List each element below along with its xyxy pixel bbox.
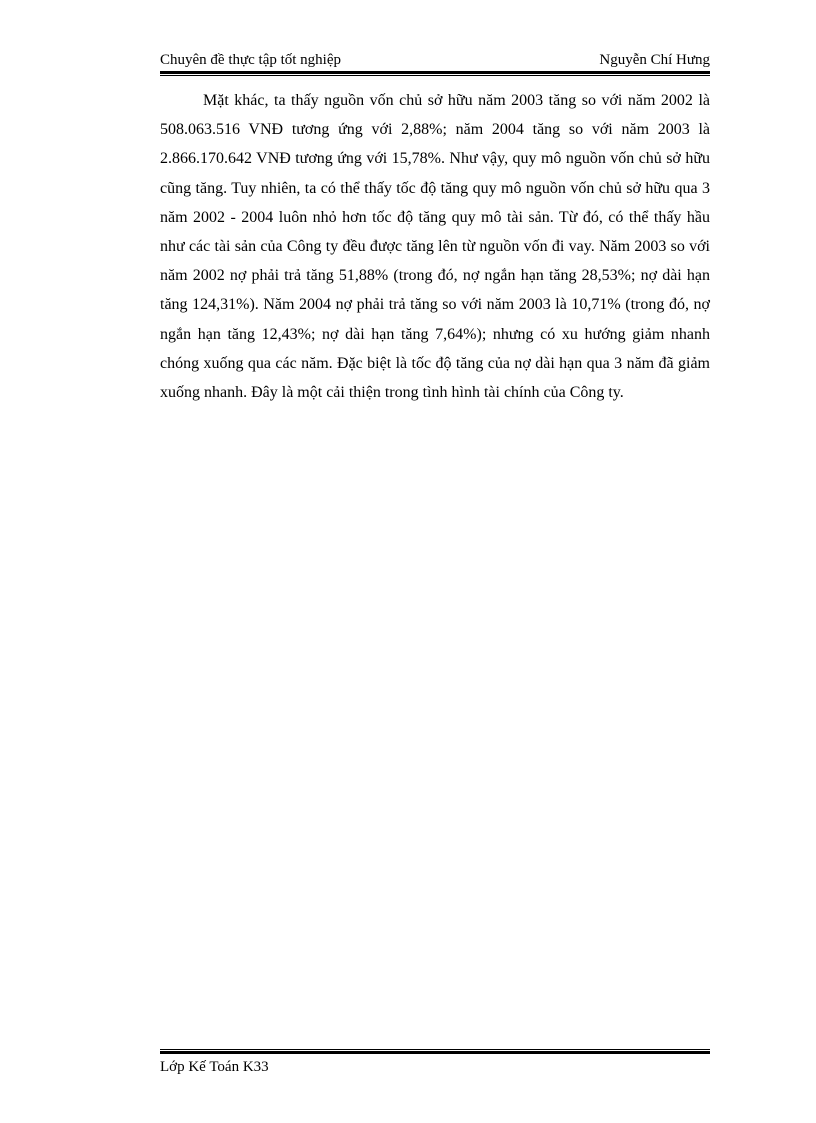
footer-rule-thick [160,1051,710,1054]
author-name: Nguyễn Chí Hưng [599,52,710,68]
header-rule-thin [160,75,710,76]
body-paragraph: Mặt khác, ta thấy nguồn vốn chủ sở hữu năm 2003 tăng so với năm 2002 là 508.063.516 VNĐ tương ứng với 2,88%; năm 2004 tăng so với năm 2003 là 2.866.170.642 VNĐ tương ứng với 15,78%. Như vậy, quy mô nguồn vốn chủ sở hữu cũng tăng. Tuy nhiên, ta có thể thấy tốc độ tăng quy mô nguồn vốn chủ sở hữu qua 3 năm 2002 - 2004 luôn nhỏ hơn tốc độ tăng quy mô tài sản. Từ đó, có thể thấy hầu như các tài sản của Công ty đều được tăng lên từ nguồn vốn đi vay. Năm 2003 so với năm 2002 nợ phải trả tăng 51,88% (trong đó, nợ ngắn hạn tăng 28,53%; nợ dài hạn tăng 124,31%). Năm 2004 nợ phải trả tăng so với năm 2003 là 10,71% (trong đó, nợ ngắn hạn tăng 12,43%; nợ dài hạn tăng 7,64%); nhưng có xu hướng giảm nhanh chóng xuống qua các năm. Đặc biệt là tốc độ tăng của nợ dài hạn qua 3 năm đã giảm xuống nhanh. Đây là một cải thiện trong tình hình tài chính của Công ty. [160,92,710,402]
document-title: Chuyên đề thực tập tốt nghiệp [160,52,342,68]
page-header [160,50,710,70]
page-footer: Lớp Kế Toán K33 [160,1059,269,1075]
footer-rule-thin [160,1049,710,1050]
header-rule-thick [160,71,710,74]
